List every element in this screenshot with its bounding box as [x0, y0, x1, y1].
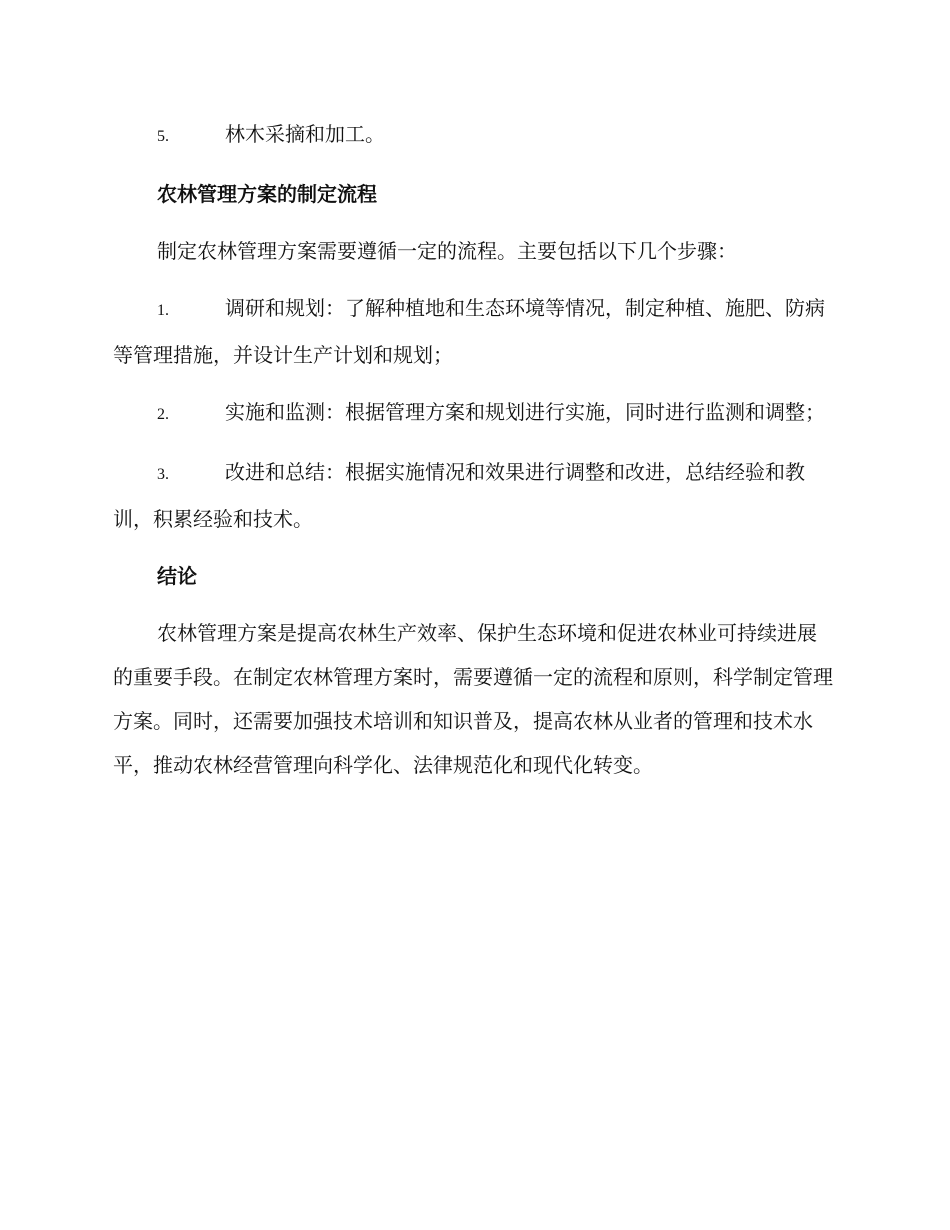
document-content — [113, 112, 833, 800]
list-text: 调研和规划：了解种植地和生态环境等情况，制定种植、施肥、防病等管理措施，并设计生产计划和规划； — [113, 296, 825, 367]
list-text: 实施和监测：根据管理方案和规划进行实施，同时进行监测和调整； — [225, 400, 825, 424]
list-text: 改进和总结：根据实施情况和效果进行调整和改进，总结经验和教训，积累经验和技术。 — [113, 460, 805, 531]
list-number: 2. — [157, 406, 169, 423]
list-number: 5. — [157, 128, 169, 145]
list-item — [113, 286, 833, 377]
list-number: 3. — [157, 466, 169, 483]
list-number: 1. — [157, 302, 169, 319]
list-item — [113, 112, 833, 159]
list-item — [113, 390, 833, 437]
list-item — [113, 450, 833, 541]
list-text: 林木采摘和加工。 — [225, 122, 385, 146]
conclusion-paragraph: 农林管理方案是提高农林生产效率、保护生态环境和促进农林业可持续进展的重要手段。在制定农林管理方案时，需要遵循一定的流程和原则，科学制定管理方案。同时，还需要加强技术培训和知识普及，提高农林从业者的管理和技术水平，推动农林经营管理向科学化、法律规范化和现代化转变。 — [113, 621, 833, 777]
section-heading-conclusion: 结论 — [157, 564, 197, 588]
section-heading-process: 农林管理方案的制定流程 — [157, 182, 377, 206]
section-intro-paragraph: 制定农林管理方案需要遵循一定的流程。主要包括以下几个步骤： — [157, 239, 737, 263]
